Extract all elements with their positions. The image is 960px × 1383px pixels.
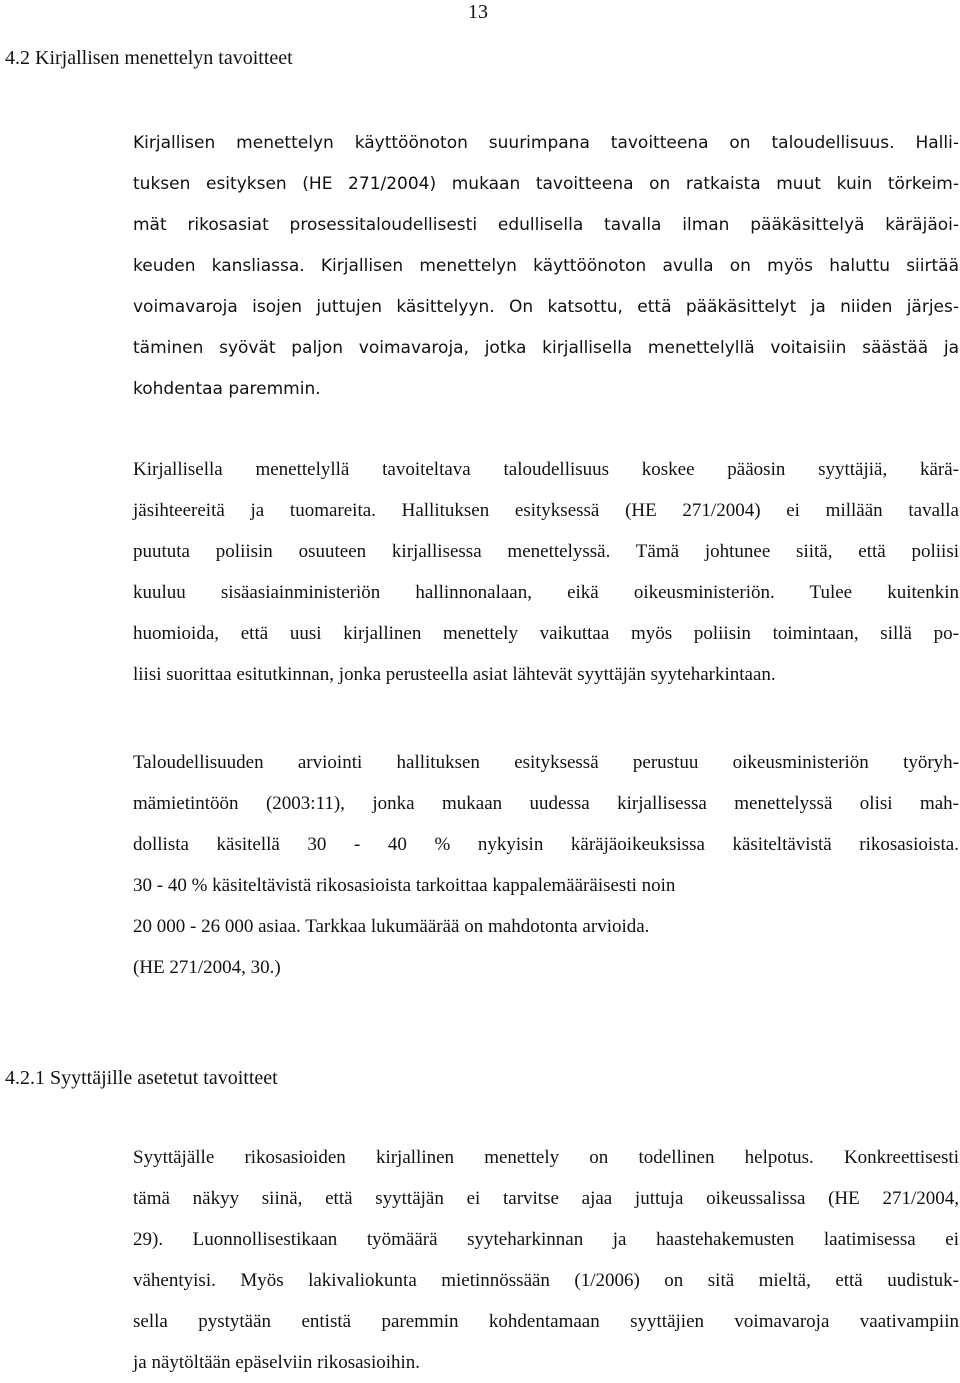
paragraph-line: liisi suorittaa esitutkinnan, jonka perusteella asiat lähtevät syyttäjän syyteharkintaan.	[133, 664, 776, 685]
paragraph-line: 20 000 - 26 000 asiaa. Tarkkaa lukumäärää on mahdotonta arvioida.	[133, 916, 650, 937]
paragraph-line: puututa poliisin osuuteen kirjallisessa menettelyssä. Tämä johtunee siitä, että poliisi	[133, 541, 959, 562]
paragraph-line: 30 - 40 % käsiteltävistä rikosasioista tarkoittaa kappalemääräisesti noin	[133, 875, 676, 896]
paragraph-line: tämä näkyy siinä, että syyttäjän ei tarvitse ajaa juttuja oikeussalissa (HE 271/2004,	[133, 1188, 959, 1209]
paragraph-line: täminen syövät paljon voimavaroja, jotka kirjallisella menettelyllä voitaisiin säästää ja	[133, 338, 959, 358]
paragraph-line: (HE 271/2004, 30.)	[133, 957, 281, 978]
paragraph-line: kuuluu sisäasiainministeriön hallinnonalaan, eikä oikeusministeriön. Tulee kuitenkin	[133, 582, 959, 603]
paragraph-line: tuksen esityksen (HE 271/2004) mukaan tavoitteena on ratkaista muut kuin törkeim-	[133, 174, 959, 194]
paragraph-line: Kirjallisella menettelyllä tavoiteltava taloudellisuus koskee pääosin syyttäjiä, kärä-	[133, 459, 959, 480]
paragraph-line: sella pystytään entistä paremmin kohdentamaan syyttäjien voimavaroja vaativampiin	[133, 1311, 959, 1332]
paragraph-line: Taloudellisuuden arviointi hallituksen esityksessä perustuu oikeusministeriön työryh-	[133, 752, 959, 773]
paragraph-line: voimavaroja isojen juttujen käsittelyyn. On katsottu, että pääkäsittelyt ja niiden järjes-	[133, 297, 959, 317]
section-heading: 4.2 Kirjallisen menettelyn tavoitteet	[5, 47, 293, 69]
paragraph-line: mämietintöön (2003:11), jonka mukaan uudessa kirjallisessa menettelyssä olisi mah-	[133, 793, 959, 814]
paragraph-line: 29). Luonnollisestikaan työmäärä syyteharkinnan ja haastehakemusten laatimisessa ei	[133, 1229, 959, 1250]
paragraph-line: ja näytöltään epäselviin rikosasioihin.	[133, 1352, 421, 1373]
paragraph-line: huomioida, että uusi kirjallinen menettely vaikuttaa myös poliisin toimintaan, sillä po-	[133, 623, 959, 644]
paragraph-economy	[133, 123, 959, 410]
paragraph-line: dollista käsitellä 30 - 40 % nykyisin käräjäoikeuksissa käsiteltävistä rikosasioista.	[133, 834, 959, 855]
page-number: 13	[468, 1, 488, 23]
paragraph-assessment	[133, 742, 959, 988]
paragraph-line: mät rikosasiat prosessitaloudellisesti edullisella tavalla ilman pääkäsittelyä käräjäoi-	[133, 215, 959, 235]
paragraph-line: vähentyisi. Myös lakivaliokunta mietinnössään (1/2006) on sitä mieltä, että uudistuk-	[133, 1270, 959, 1291]
paragraph-line: kohdentaa paremmin.	[133, 379, 321, 399]
paragraph-line: keuden kansliassa. Kirjallisen menettelyn käyttöönoton avulla on myös haluttu siirtää	[133, 256, 959, 276]
paragraph-line: jäsihteereitä ja tuomareita. Hallituksen esityksessä (HE 271/2004) ei millään tavalla	[133, 500, 959, 521]
paragraph-line: Syyttäjälle rikosasioiden kirjallinen menettely on todellinen helpotus. Konkreettisesti	[133, 1147, 959, 1168]
paragraph-line: Kirjallisen menettelyn käyttöönoton suurimpana tavoitteena on taloudellisuus. Halli-	[133, 133, 959, 153]
paragraph-parties	[133, 449, 959, 695]
paragraph-prosecutors	[133, 1137, 959, 1383]
subsection-heading: 4.2.1 Syyttäjille asetetut tavoitteet	[5, 1067, 278, 1089]
